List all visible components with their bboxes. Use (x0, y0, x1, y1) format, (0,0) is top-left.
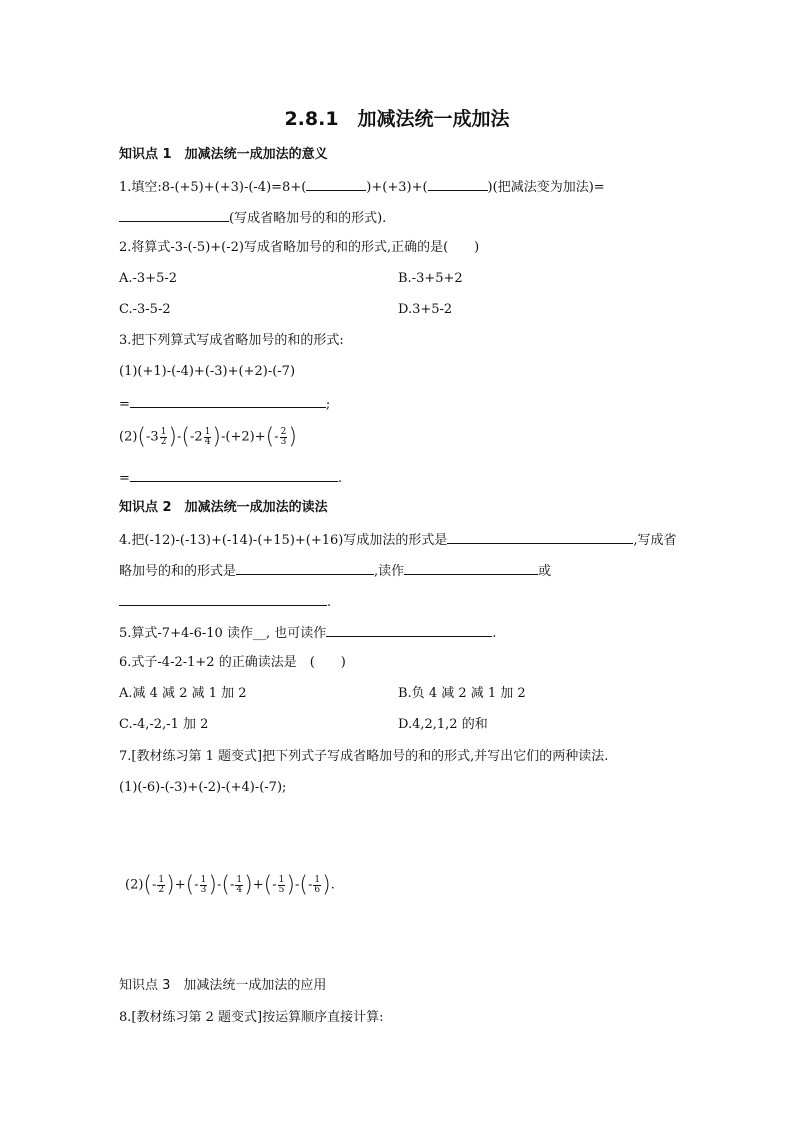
q1-blank-1[interactable] (306, 177, 366, 191)
q2-option-d[interactable]: D.3+5-2 (398, 302, 453, 317)
q2-option-c[interactable]: C.-3-5-2 (119, 302, 171, 317)
q4-text-a: 4.把(-12)-(-13)+(-14)-(+15)+(+16)写成加法的形式是 (119, 533, 448, 548)
q3-p2-term3: - (274, 429, 279, 445)
q7-fraction-3: $\frac{1}{4}$ (236, 875, 243, 895)
q4-blank-3[interactable] (404, 561, 538, 575)
q7-fraction-1: $\frac{1}{2}$ (158, 875, 165, 895)
q3-p2-middle: -(+2)+ (221, 429, 266, 445)
question-7-stem: 7.[教材练习第 1 题变式]把下列式子写成省略加号的和的形式,并写出它们的两种读法. (119, 749, 609, 764)
q1-text-b: )+(+3)+( (366, 180, 428, 195)
q3-part-1: (1)(+1)-(-4)+(-3)+(+2)-(-7) (119, 364, 296, 379)
q6-option-a[interactable]: A.减 4 减 2 减 1 加 2 (119, 686, 247, 701)
q1-text-d: (写成省略加号的和的形式). (229, 211, 387, 226)
q3-p2-label: (2) (119, 429, 138, 445)
page-title: 2.8.1 加减法统一成加法 (284, 108, 510, 130)
q7-p2-label: (2) (125, 877, 144, 893)
q1-blank-2[interactable] (428, 177, 488, 191)
q3-fraction-1: $\frac{1}{2}$ (160, 427, 167, 447)
q3-fraction-2: $\frac{1}{4}$ (204, 427, 211, 447)
q7-dot: . (330, 877, 335, 893)
q3-eq-1: = (119, 397, 130, 412)
q7-fraction-4: $\frac{1}{5}$ (278, 875, 285, 895)
q3-blank-2[interactable] (130, 468, 338, 482)
question-8-stem: 8.[教材练习第 2 题变式]按运算顺序直接计算: (119, 1010, 384, 1025)
question-6-stem: 6.式子-4-2-1+2 的正确读法是 ( ) (119, 655, 346, 670)
q6-option-d[interactable]: D.4,2,1,2 的和 (398, 717, 488, 732)
section-heading-1: 知识点 1 加减法统一成加法的意义 (119, 147, 328, 162)
q1-text-a: 1.填空:8-(+5)+(+3)-(-4)=8+( (119, 180, 307, 195)
q4-text-d: ,读作 (374, 564, 405, 579)
question-3-stem: 3.把下列算式写成省略加号的和的形式: (119, 333, 344, 348)
q3-fraction-3: $\frac{2}{3}$ (280, 427, 287, 447)
section-heading-3: 知识点 3 加减法统一成加法的应用 (119, 978, 327, 993)
q4-blank-1[interactable] (447, 530, 633, 544)
q5-blank[interactable] (326, 623, 492, 637)
q5-text-a: 5.算式-7+4-6-10 读作__, 也可读作 (119, 626, 327, 641)
q3-p2-term2: -2 (190, 429, 203, 445)
question-1-line-1 (119, 177, 605, 197)
question-4-line-2 (119, 561, 551, 581)
q3-semicolon: ; (325, 397, 331, 412)
q7-fraction-5: $\frac{1}{6}$ (314, 875, 321, 895)
q4-blank-4[interactable] (119, 592, 327, 606)
section-heading-2: 知识点 2 加减法统一成加法的读法 (119, 500, 328, 515)
q1-text-c: )(把减法变为加法)= (487, 180, 605, 195)
q3-p2-term1: -3 (146, 429, 159, 445)
q1-blank-3[interactable] (119, 208, 229, 222)
q5-text-b: . (492, 626, 497, 641)
question-1-line-2 (119, 208, 386, 228)
q7-part-2: (2)(- $\frac{1}{2}$ )+(- $\frac{1}{3}$ )-(- $\frac{1}{4}$ )+(- $\frac{1}{5}$ )-(- $\frac{1}{6}$ ). (125, 872, 335, 898)
question-4-line-3 (119, 592, 331, 612)
q3-part-2: (2)(-3 $\frac{1}{2}$ )-(-2 $\frac{1}{4}$ )-(+2)+(- $\frac{2}{3}$ ) (119, 424, 297, 450)
q2-option-b[interactable]: B.-3+5+2 (398, 271, 463, 286)
q4-blank-2[interactable] (236, 561, 374, 575)
q3-eq-2: = (119, 471, 130, 486)
q3-part-1-answer (119, 394, 330, 414)
q7-fraction-2: $\frac{1}{3}$ (200, 875, 207, 895)
q6-option-b[interactable]: B.负 4 减 2 减 1 加 2 (398, 686, 526, 701)
q6-option-c[interactable]: C.-4,-2,-1 加 2 (119, 717, 209, 732)
q4-text-b: ,写成省 (633, 533, 677, 548)
q2-option-a[interactable]: A.-3+5-2 (119, 271, 178, 286)
q3-part-2-answer (119, 468, 342, 488)
question-4-line-1 (119, 530, 677, 550)
q4-text-c: 略加号的和的形式是 (119, 564, 237, 579)
q4-text-f: . (327, 595, 332, 610)
q3-dot: . (337, 471, 343, 486)
question-5 (119, 623, 496, 643)
q7-part-1: (1)(-6)-(-3)+(-2)-(+4)-(-7); (119, 780, 287, 795)
q4-text-e: 或 (538, 564, 552, 579)
question-2-stem: 2.将算式-3-(-5)+(-2)写成省略加号的和的形式,正确的是( ) (119, 240, 480, 255)
q3-blank-1[interactable] (130, 394, 326, 408)
